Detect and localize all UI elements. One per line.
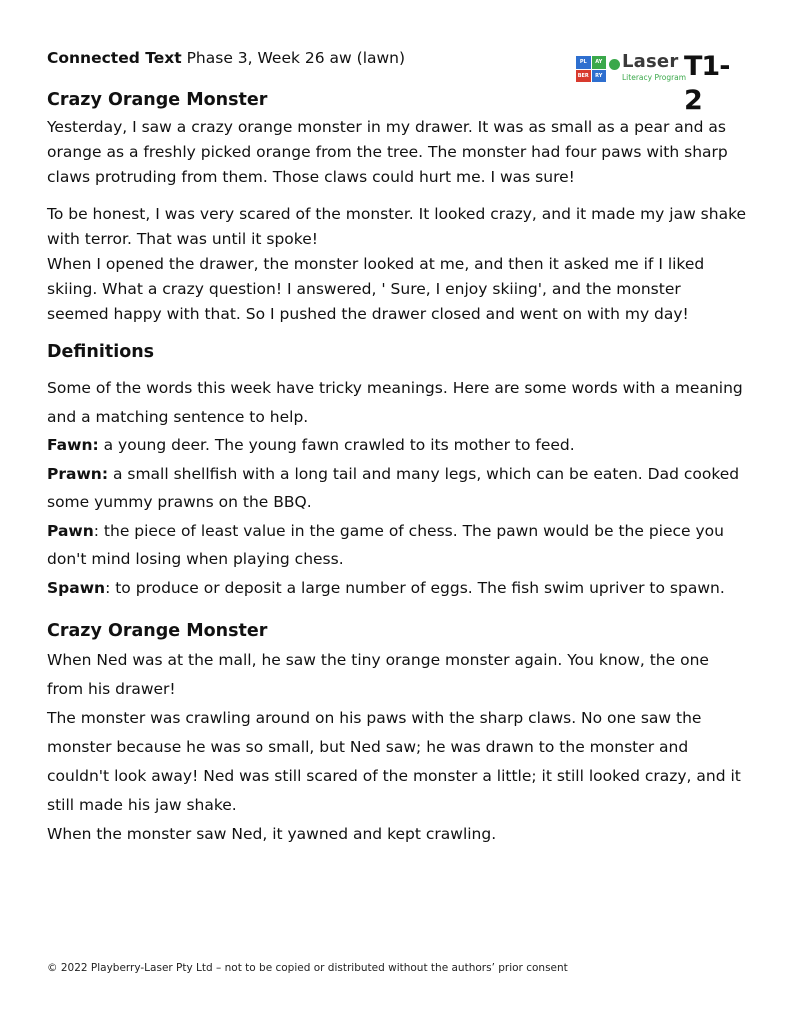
copyright-footer: © 2022 Playberry-Laser Pty Ltd – not to be copied or distributed without the authors’ prior consent (47, 962, 568, 974)
section2-paragraph: The monster was crawling around on his paws with the sharp claws. No one saw the monster because he was so small, but Ned saw; he was drawn to the monster and couldn't look away! Ned was still scared of the monster a little; it still looked crazy, and it still made his jaw shake. (47, 709, 741, 814)
document-page (47, 47, 747, 849)
header-label-rest: Phase 3, Week 26 aw (lawn) (181, 49, 406, 67)
definition-text: a young deer. The young fawn crawled to its mother to feed. (98, 436, 575, 454)
section1-title: Crazy Orange Monster (47, 90, 268, 110)
definition-text: : to produce or deposit a large number of eggs. The fish swim upriver to spawn. (105, 578, 725, 597)
definition-item (47, 517, 747, 574)
definition-term: Prawn: (47, 464, 109, 483)
section2-title: Crazy Orange Monster (47, 621, 268, 641)
definitions-intro: Some of the words this week have tricky meanings. Here are some words with a meaning and a matching sentence to help. (47, 379, 743, 426)
logo-name: Laser (622, 51, 679, 72)
definition-term: Fawn: (47, 436, 99, 454)
section2-paragraph: When Ned was at the mall, he saw the tiny orange monster again. You know, the one from his drawer! (47, 651, 709, 698)
section2-paragraph: When the monster saw Ned, it yawned and kept crawling. (47, 825, 497, 843)
logo-square: BER (576, 70, 591, 83)
definition-item (47, 431, 747, 460)
definition-text: a small shellfish with a long tail and many legs, which can be eaten. Dad cooked some yummy prawns on the BBQ. (47, 464, 740, 511)
section1-paragraph: Yesterday, I saw a crazy orange monster in my drawer. It was as small as a pear and as orange as a freshly picked orange from the tree. The monster had four paws with sharp claws protruding from them. Those claws could hurt me. I was sure! (47, 118, 728, 186)
definition-item (47, 574, 747, 603)
logo-square: PL (576, 56, 591, 69)
page-header (47, 47, 747, 69)
section1-paragraph: To be honest, I was very scared of the monster. It looked crazy, and it made my jaw shake with terror. That was until it spoke! (47, 205, 747, 248)
header-label-bold: Connected Text (47, 49, 182, 67)
definition-item (47, 460, 747, 517)
section1-paragraph: When I opened the drawer, the monster looked at me, and then it asked me if I liked skiing. What a crazy question! I answered, ' Sure, I enjoy skiing', and the monster seemed happy with that. So I pushed the drawer closed and went on with my day! (47, 255, 705, 323)
definition-text: : the piece of least value in the game of chess. The pawn would be the piece you don't mind losing when playing chess. (47, 521, 724, 568)
logo-code: T1-2 (684, 51, 730, 116)
definition-term: Spawn (47, 578, 106, 597)
definitions-title: Definitions (47, 342, 155, 362)
definition-term: Pawn (47, 521, 94, 540)
logo-square: RY (592, 70, 607, 83)
logo-subtitle: Literacy Program (622, 73, 687, 82)
logo-square: AY (592, 56, 607, 69)
